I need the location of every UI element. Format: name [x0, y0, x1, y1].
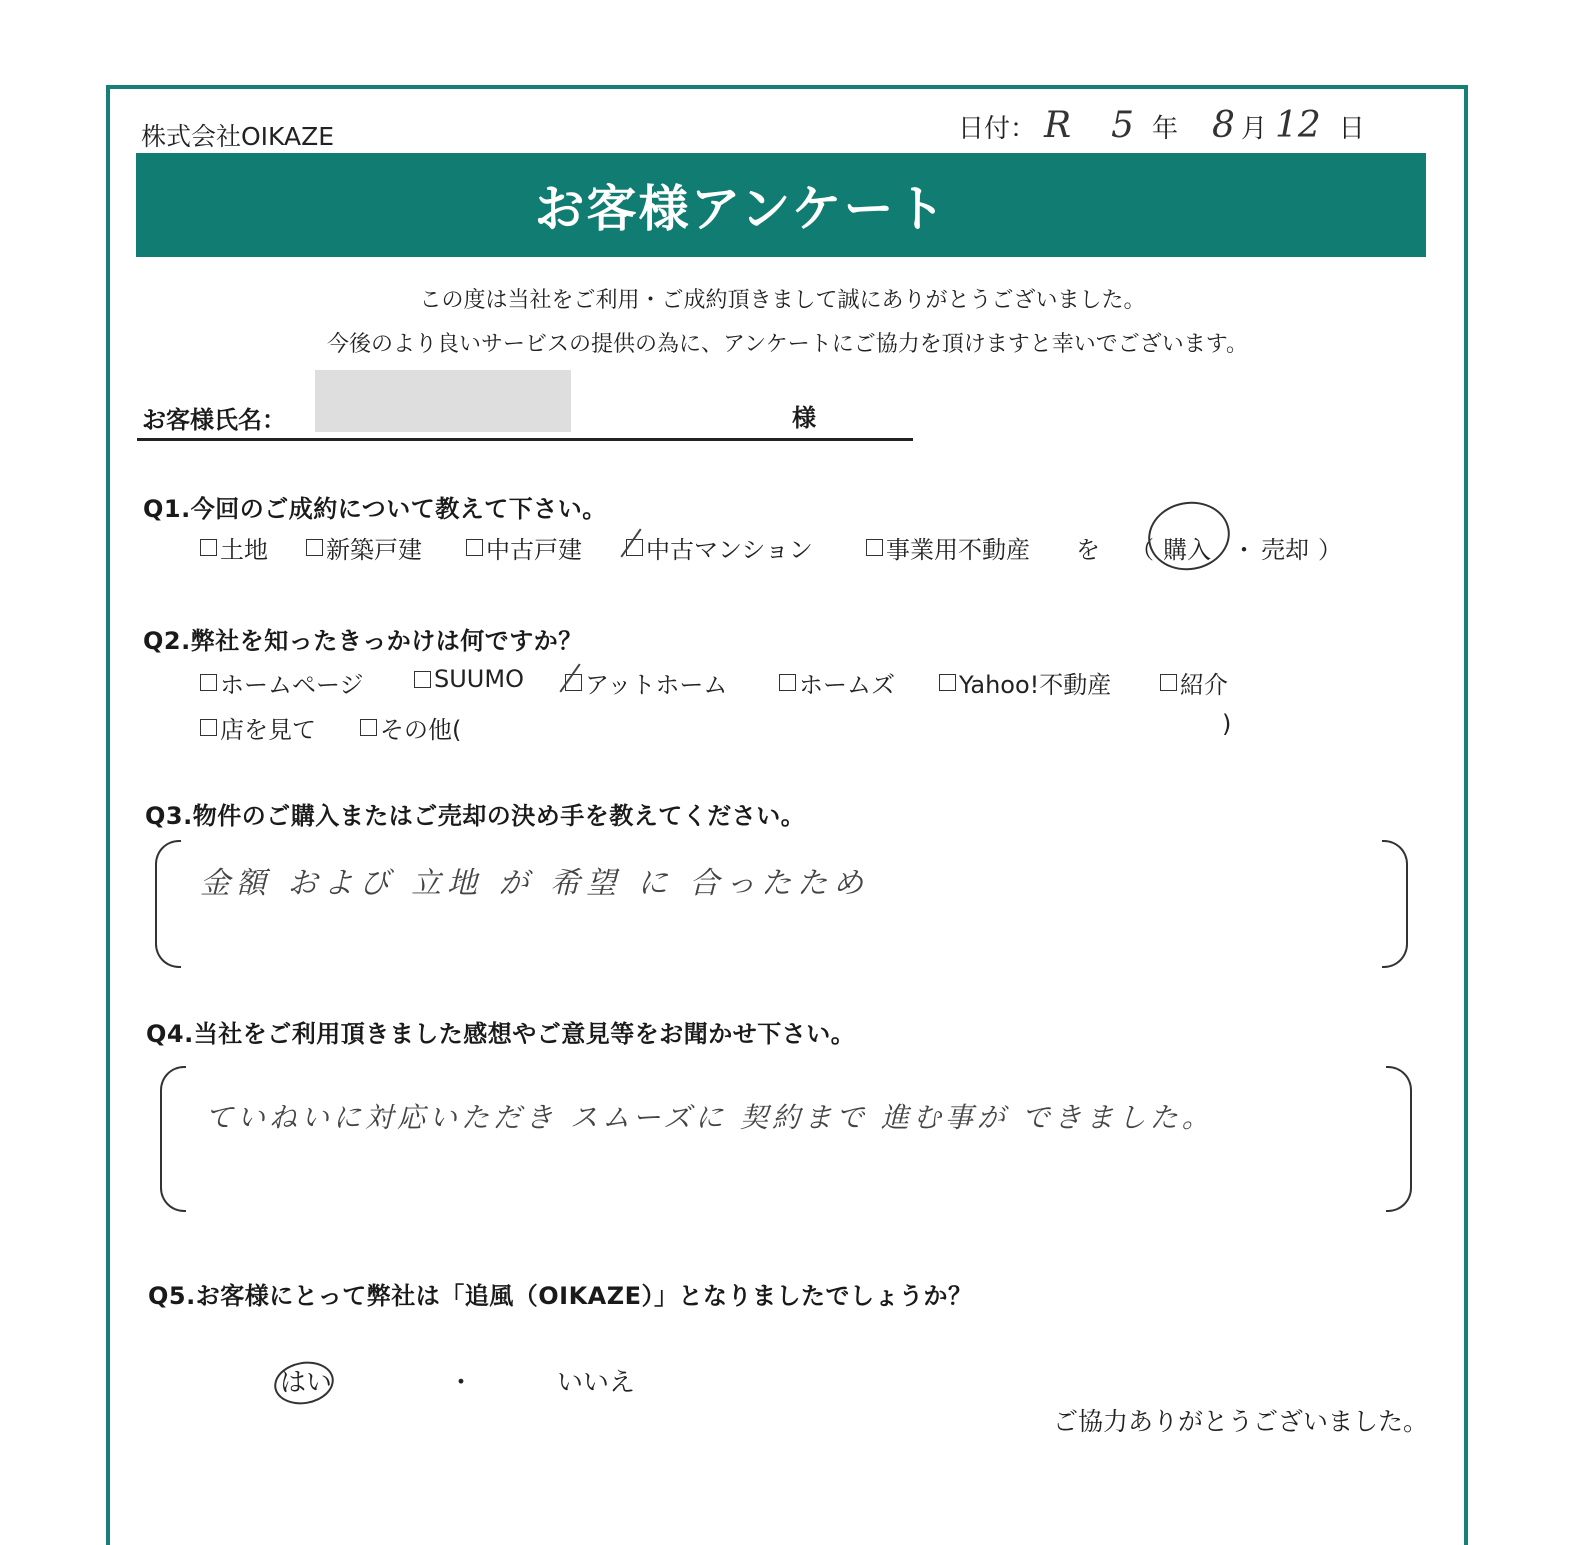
date-month[interactable]: 8: [1212, 105, 1235, 146]
q3-answer-box[interactable]: [155, 840, 1408, 968]
q2-option-homes[interactable]: [779, 665, 895, 700]
date-year[interactable]: 5: [1111, 105, 1135, 146]
option-label: ホームズ: [799, 671, 895, 699]
q1-option-new-house[interactable]: [306, 530, 422, 565]
date-month-unit: 月: [1240, 114, 1267, 144]
option-label: 中古戸建: [486, 536, 582, 564]
checkbox-icon[interactable]: [779, 674, 796, 691]
option-label: SUUMO: [434, 665, 524, 693]
date-era[interactable]: R: [1044, 105, 1072, 146]
option-label: アットホーム: [585, 671, 728, 699]
q4-title: Q4.当社をご利用頂きました感想やご意見等をお聞かせ下さい。: [146, 1020, 856, 1048]
customer-name-honorific: 様: [792, 404, 816, 432]
right-bracket: [1382, 840, 1408, 968]
q5-no[interactable]: いいえ: [557, 1368, 636, 1398]
closing-thanks: ご協力ありがとうございました。: [1053, 1407, 1429, 1436]
date-day[interactable]: 12: [1274, 105, 1321, 146]
q2-option-suumo[interactable]: [414, 665, 524, 693]
date-label: 日付：: [958, 114, 1037, 144]
right-bracket: [1386, 1066, 1412, 1212]
q2-other-close-paren: ): [1222, 710, 1232, 738]
checkbox-icon[interactable]: [466, 539, 483, 556]
option-label: 新築戸建: [326, 536, 422, 564]
checkbox-icon[interactable]: [306, 539, 323, 556]
q4-answer-box[interactable]: [160, 1066, 1412, 1212]
q2-option-homepage[interactable]: [200, 665, 364, 700]
checkbox-icon[interactable]: [414, 671, 431, 688]
option-label: 店を見て: [220, 716, 316, 744]
q2-option-store[interactable]: [200, 710, 316, 745]
q1-choice-sell[interactable]: 売却: [1261, 536, 1309, 564]
q1-option-land[interactable]: [200, 530, 268, 565]
page-title: お客様アンケート: [534, 180, 948, 238]
q3-title: Q3.物件のご購入またはご売却の決め手を教えてください。: [145, 802, 806, 830]
option-label: ホームページ: [220, 671, 364, 699]
option-label: Yahoo!不動産: [959, 671, 1112, 699]
customer-name-row: [137, 370, 913, 441]
checkbox-icon[interactable]: [200, 539, 217, 556]
customer-name-redacted-field[interactable]: [315, 370, 571, 432]
q1-paren-close: ）: [1318, 536, 1342, 564]
checkbox-icon[interactable]: [200, 719, 217, 736]
q5-sep: ・: [448, 1368, 475, 1398]
option-label: 中古マンション: [646, 536, 813, 564]
q1-paren-open: （: [1130, 536, 1154, 564]
checkbox-icon[interactable]: [200, 674, 217, 691]
checkbox-icon[interactable]: [1160, 674, 1177, 691]
q1-choice-sep: ・: [1232, 536, 1256, 564]
checkbox-checked-icon[interactable]: [626, 539, 643, 556]
q2-option-yahoo[interactable]: [939, 665, 1111, 700]
date-day-unit: 日: [1338, 114, 1365, 144]
left-bracket: [155, 840, 181, 968]
checkbox-icon[interactable]: [866, 539, 883, 556]
q5-yes[interactable]: はい: [280, 1368, 333, 1398]
checkbox-icon[interactable]: [360, 719, 377, 736]
date-year-unit: 年: [1152, 114, 1179, 144]
checkbox-icon[interactable]: [939, 674, 956, 691]
option-label: 事業用不動産: [886, 536, 1030, 564]
date-field: [958, 105, 1365, 146]
q3-answer-text: 金額 および 立地 が 希望 に 合ったため: [200, 866, 870, 901]
q1-option-commercial[interactable]: [866, 530, 1030, 565]
q1-particle: を: [1076, 536, 1100, 564]
q1-option-used-house[interactable]: [466, 530, 582, 565]
q1-title: Q1.今回のご成約について教えて下さい。: [143, 495, 607, 523]
q2-option-referral[interactable]: [1160, 665, 1228, 700]
q4-answer-text: ていねいに対応いただき スムーズに 契約まで 進む事が できました。: [205, 1101, 1214, 1134]
q1-option-used-condo[interactable]: [626, 530, 813, 565]
option-label: 紹介: [1180, 671, 1228, 699]
left-bracket: [160, 1066, 186, 1212]
customer-name-label: お客様氏名：: [142, 406, 286, 434]
q1-choice-buy[interactable]: 購入: [1163, 536, 1211, 564]
q2-option-athome[interactable]: [565, 665, 727, 700]
checkbox-checked-icon[interactable]: [565, 674, 582, 691]
option-label: その他(: [380, 716, 462, 744]
q2-option-other[interactable]: [360, 710, 461, 745]
q5-title: Q5.お客様にとって弊社は「追風（OIKAZE）」となりましたでしょうか？: [148, 1282, 973, 1310]
title-banner: [136, 153, 1426, 257]
company-name: 株式会社OIKAZE: [141, 122, 335, 151]
q2-title: Q2.弊社を知ったきっかけは何ですか？: [143, 627, 583, 655]
option-label: 土地: [220, 536, 268, 564]
intro-line-2: 今後のより良いサービスの提供の為に、アンケートにご協力を頂けますと幸いでございます。: [327, 332, 1248, 357]
intro-line-1: この度は当社をご利用・ご成約頂きまして誠にありがとうございました。: [419, 288, 1146, 313]
